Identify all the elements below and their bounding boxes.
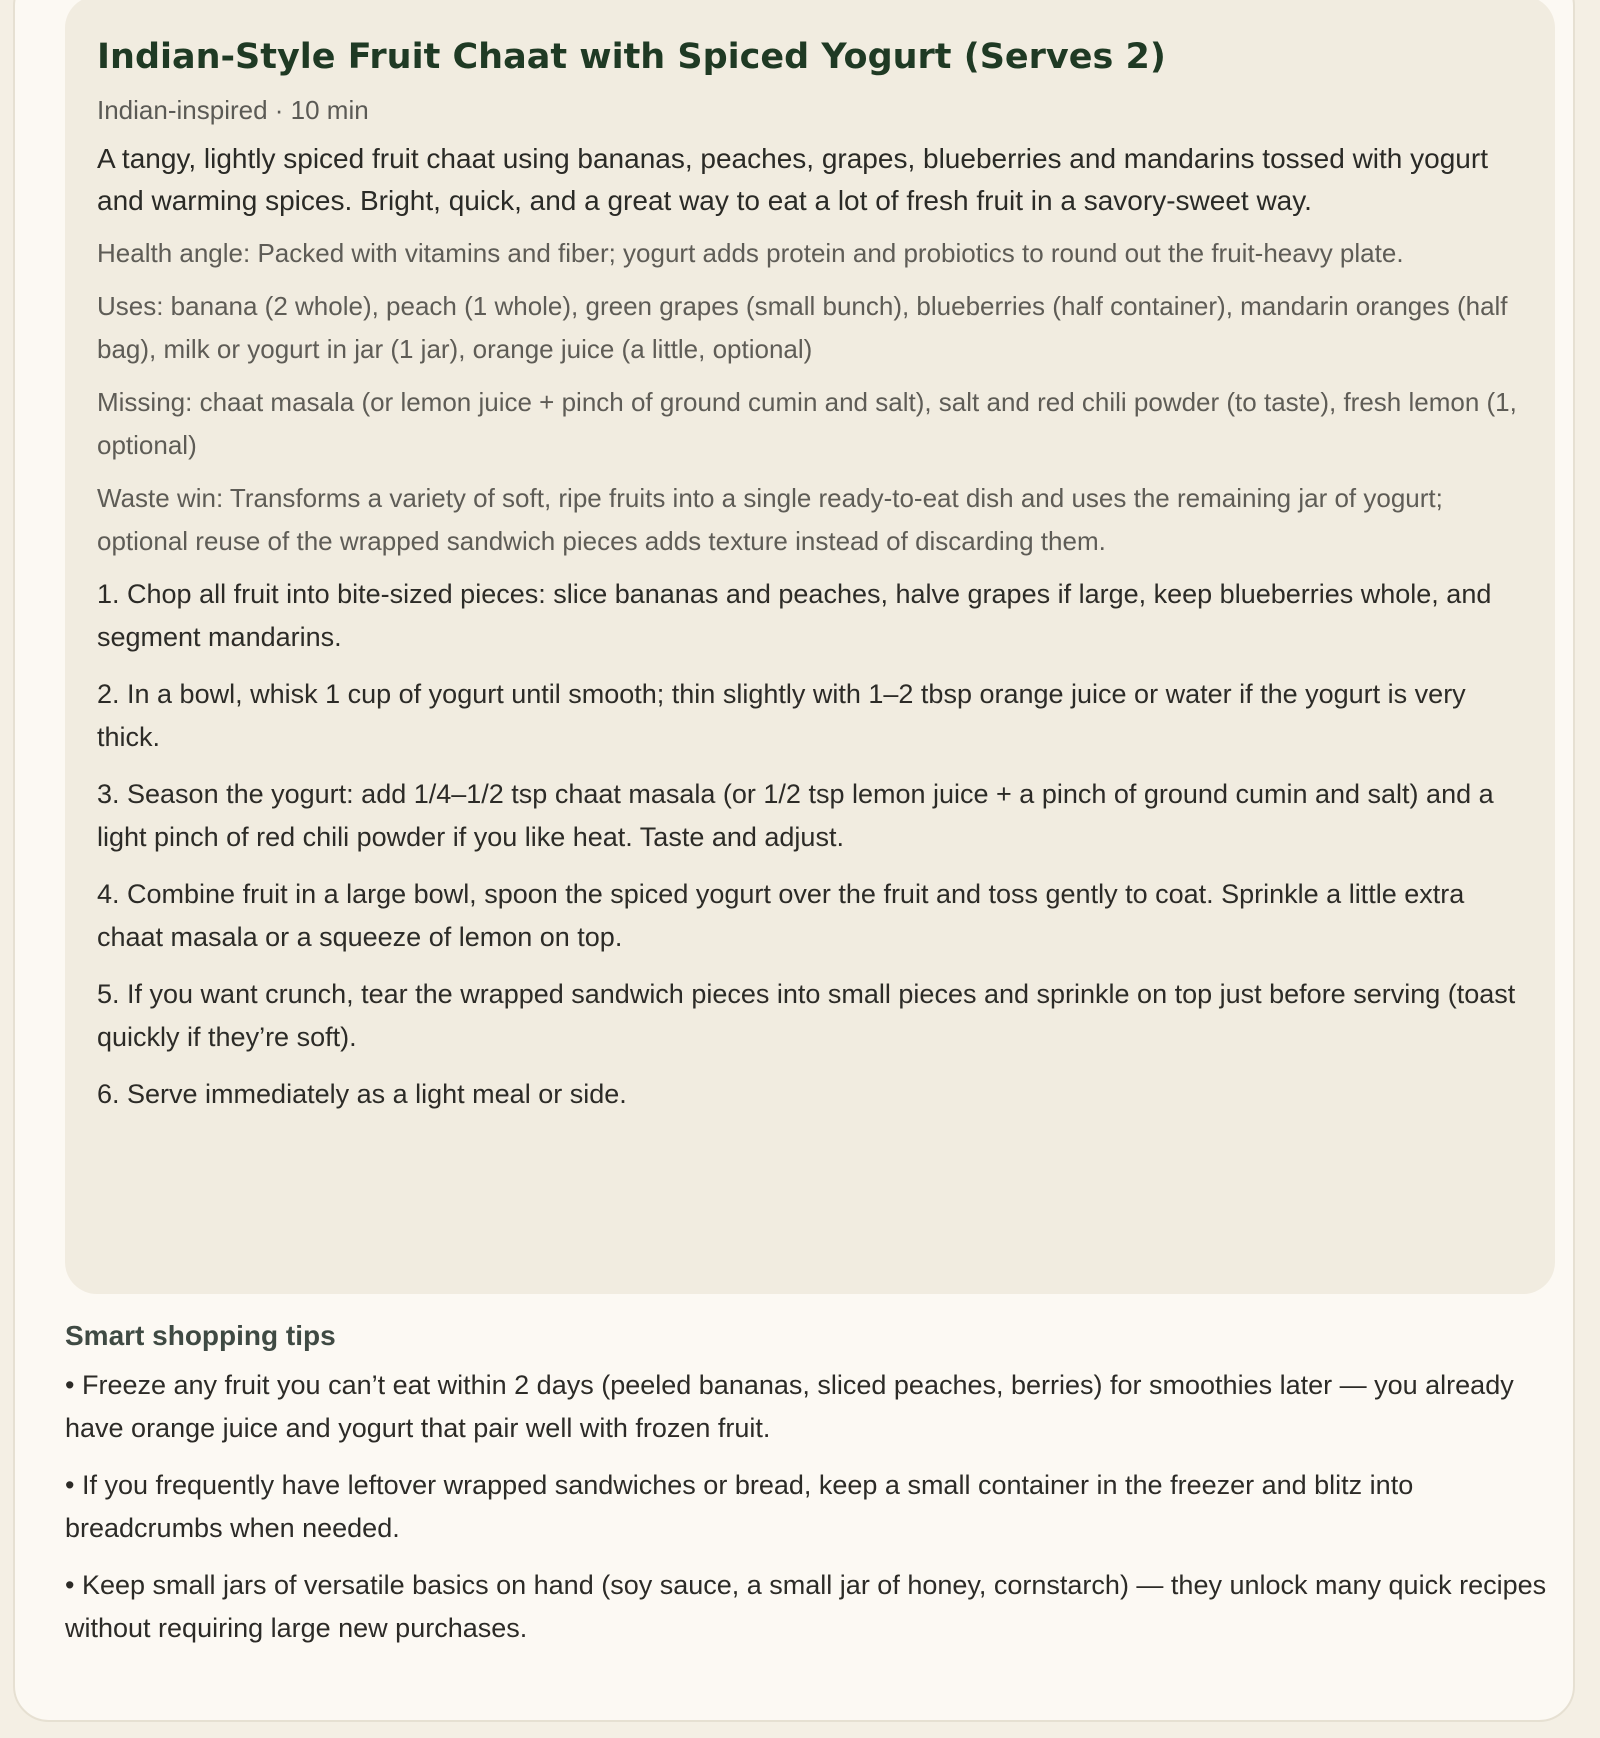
recipe-step: 2. In a bowl, whisk 1 cup of yogurt until smooth; thin slightly with 1–2 tbsp orange juice or water if the yogurt is very thick. — [97, 679, 1466, 752]
recipe-description: A tangy, lightly spiced fruit chaat using bananas, peaches, grapes, blueberries and mandarins tossed with yogurt and warming spices. Bright, quick, and a great way to eat a lot of fresh fruit in a savory-sweet way. — [97, 143, 1488, 216]
recipe-meta: Indian-inspired · 10 min — [97, 95, 369, 125]
recipe-waste-win: Waste win: Transforms a variety of soft, ripe fruits into a single ready-to-eat dish and uses the remaining jar of yogurt; optional reuse of the wrapped sandwich pieces adds texture instead of discarding them. — [97, 483, 1443, 556]
recipe-uses: Uses: banana (2 whole), peach (1 whole), green grapes (small bunch), blueberries (half container), mandarin oranges (half bag), milk or yogurt in jar (1 jar), orange juice (a little, optional) — [97, 291, 1508, 364]
recipe-health-angle: Health angle: Packed with vitamins and fiber; yogurt adds protein and probiotics to round out the fruit-heavy plate. — [97, 238, 1404, 268]
shopping-tip: • If you frequently have leftover wrapped sandwiches or bread, keep a small container in the freezer and blitz into breadcrumbs when needed. — [65, 1470, 1414, 1543]
recipe-step: 6. Serve immediately as a light meal or side. — [97, 1079, 627, 1109]
recipe-step: 5. If you want crunch, tear the wrapped sandwich pieces into small pieces and sprinkle on top just before serving (toast quickly if they’re soft). — [97, 979, 1516, 1052]
shopping-tip: • Keep small jars of versatile basics on hand (soy sauce, a small jar of honey, cornstarch) — they unlock many quick recipes without requiring large new purchases. — [65, 1570, 1547, 1643]
shopping-tips-heading: Smart shopping tips — [65, 1320, 336, 1351]
recipe-step: 4. Combine fruit in a large bowl, spoon the spiced yogurt over the fruit and toss gently to coat. Sprinkle a little extra chaat masala or a squeeze of lemon on top. — [97, 879, 1465, 952]
recipe-step: 1. Chop all fruit into bite-sized pieces: slice bananas and peaches, halve grapes if large, keep blueberries whole, and segment mandarins. — [97, 579, 1492, 652]
recipe-missing: Missing: chaat masala (or lemon juice + pinch of ground cumin and salt), salt and red chili powder (to taste), fresh lemon (1, optional) — [97, 387, 1517, 460]
shopping-tips-list — [65, 1364, 1565, 1650]
recipe-title: Indian-Style Fruit Chaat with Spiced Yogurt (Serves 2) — [97, 37, 1166, 77]
recipe-steps — [97, 573, 1523, 1116]
recipe-step: 3. Season the yogurt: add 1/4–1/2 tsp chaat masala (or 1/2 tsp lemon juice + a pinch of ground cumin and salt) and a light pinch of red chili powder if you like heat. Taste and adjust. — [97, 779, 1494, 852]
results-panel — [13, 0, 1575, 1722]
shopping-tip: • Freeze any fruit you can’t eat within 2 days (peeled bananas, sliced peaches, berries) for smoothies later — you already have orange juice and yogurt that pair well with frozen fruit. — [65, 1370, 1514, 1443]
recipe-card — [65, 0, 1555, 1294]
shopping-tips-section — [65, 1312, 1565, 1664]
